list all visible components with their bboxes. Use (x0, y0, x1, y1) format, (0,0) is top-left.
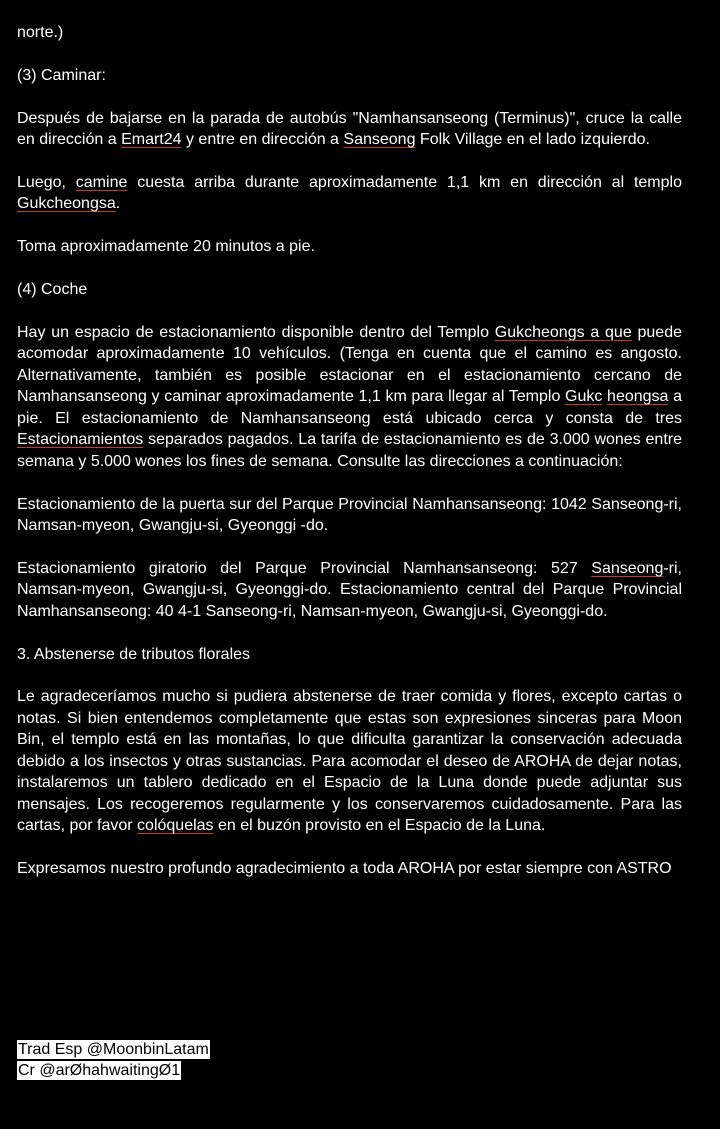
spellcheck-word: Gukcheongs a que (494, 323, 632, 341)
paragraph-walk-directions: Después de bajarse en la parada de autobús "Namhansanseong (Terminus)", cruce la calle en dirección a Emart24 y entre en dirección a Sanseong Folk Village en el lado izquierdo. (17, 109, 682, 149)
paragraph-walk-uphill: Luego, camine cuesta arriba durante aproximadamente 1,1 km en dirección al templo Gukcheongsa. (17, 173, 682, 213)
spellcheck-word: Estacionamientos (17, 431, 144, 449)
paragraph-parking: Hay un espacio de estacionamiento disponible dentro del Templo Gukcheongs a que puede acomodar aproximadamente 10 vehículos. (Tenga en cuenta que el camino es angosto. Alternativamente, también es posible estacionar en el estacionamiento cercano de Namhansanseong y caminar aproximadamente 1,1 km para llegar al Templo Gukc heongsa a pie. El estacionamiento de Namhansanseong está ubicado cerca y consta de tres Estacionamientos separados pagados. La tarifa de estacionamiento es de 3.000 wones entre semana y 5.000 wones los fines de semana. Consulte las direcciones a continuación: (17, 323, 683, 470)
section-walk-heading: (3) Caminar: (17, 66, 106, 84)
spellcheck-word: Gukc (565, 388, 603, 406)
section-floral-heading: 3. Abstenerse de tributos florales (17, 645, 251, 663)
spellcheck-word: Sanseong (591, 559, 664, 577)
paragraph-south-gate-parking: Estacionamiento de la puerta sur del Parque Provincial Namhansanseong: 1042 Sanseong-ri, Namsan-myeon, Gwangju-si, Gyeonggi -do. (17, 495, 682, 535)
source-credit: Cr @arØhahwaitingØ1 (18, 1062, 181, 1079)
section-car-heading: (4) Coche (17, 280, 88, 298)
paragraph-thanks: Expresamos nuestro profundo agradecimiento a toda AROHA por estar siempre con ASTRO (17, 860, 672, 878)
spellcheck-word: heongsa (607, 388, 669, 406)
credits-block (17, 1040, 210, 1082)
document-body (17, 22, 682, 901)
spellcheck-word: camine (75, 173, 128, 191)
paragraph-rotary-parking: Estacionamiento giratorio del Parque Provincial Namhansanseong: 527 Sanseong-ri, Namsan-myeon, Gwangju-si, Gyeonggi-do. Estacionamiento central del Parque Provincial Namhansanseong: 40 4-1 Sanseong-ri, Namsan-myeon, Gwangju-si, Gyeonggi-do. (17, 559, 682, 620)
paragraph-continuation: norte.) (17, 24, 64, 41)
spellcheck-word: Sanseong (343, 131, 416, 149)
paragraph-floral-tributes: Le agradeceríamos mucho si pudiera abstenerse de traer comida y flores, excepto cartas o notas. Si bien entendemos completamente que estas son expresiones sinceras para Moon Bin, el templo está en las montañas, lo que dificulta garantizar la conservación adecuada debido a los insectos y otras sustancias. Para acomodar el deseo de AROHA de dejar notas, instalaremos un tablero dedicado en el Espacio de la Luna donde puede adjuntar sus mensajes. Los recogeremos regularmente y los conservaremos cuidadosamente. Para las cartas, por favor colóquelas en el buzón provisto en el Espacio de la Luna. (17, 688, 682, 835)
spellcheck-word: Gukcheongsa (17, 195, 116, 213)
spellcheck-word: Emart24 (121, 131, 182, 149)
spellcheck-word: colóquelas (137, 817, 214, 835)
translation-credit: Trad Esp @MoonbinLatam (18, 1041, 209, 1058)
paragraph-walk-time: Toma aproximadamente 20 minutos a pie. (17, 238, 315, 256)
